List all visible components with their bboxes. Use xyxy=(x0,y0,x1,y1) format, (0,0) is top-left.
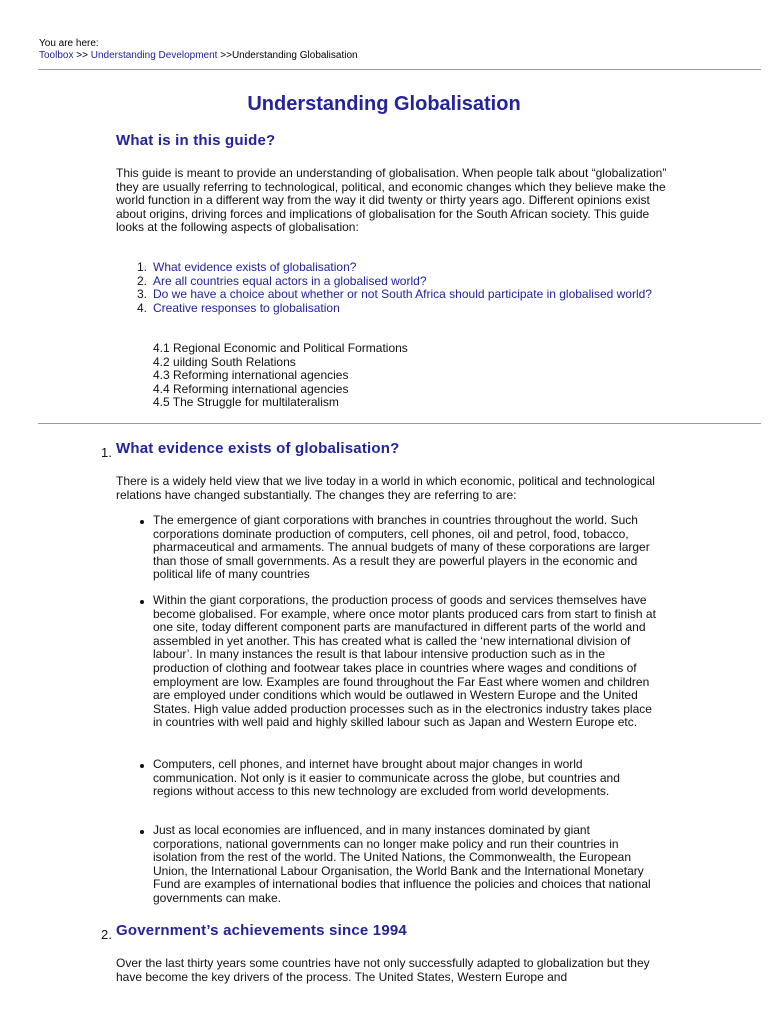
subitem: 4.1 Regional Economic and Political Formations xyxy=(153,341,408,355)
page-title: Understanding Globalisation xyxy=(247,93,521,115)
section1-intro: There is a widely held view that we live today in a world in which economic, political and technological relations have changed substantially. The changes they are referring to are: xyxy=(116,474,655,502)
toc-item xyxy=(116,261,683,275)
bullet-icon xyxy=(140,520,144,524)
toc-link-creative-responses[interactable]: Creative responses to globalisation xyxy=(153,300,340,315)
subitem: 4.2 uilding South Relations xyxy=(153,354,296,369)
bullet-text: Within the giant corporations, the production process of goods and services themselves have become globalised. For example, where once motor plants produced cars from start to finish at one site, today different component parts are manufactured in different parts of the world and assembled in yet another. This has created what is called the ‘new international division of labour’. In many instances the result is that labour intensive production such as in the production of clothing and footwear takes place in countries where wages and conditions of employment are low. Examples are found throughout the Far East where women and children are employed under conditions which would be outlawed in Western Europe and the United States. High value added production processes such as in the electronics industry takes place in countries with well paid and highly skilled labour such as Japan and Western Europe etc. xyxy=(153,593,656,730)
subitem: 4.3 Reforming international agencies xyxy=(153,368,349,383)
bullet-text: Computers, cell phones, and internet have brought about major changes in world communication. Not only is it easier to communicate across the globe, but countries and regions without access to this new technology are excluded from world developments. xyxy=(153,757,620,799)
toc-number: 4. xyxy=(137,300,148,315)
section-divider xyxy=(38,423,761,424)
breadcrumb-separator: >> xyxy=(217,50,232,61)
section1-heading: What evidence exists of globalisation? xyxy=(116,440,400,457)
subitem: 4.4 Reforming international agencies xyxy=(153,381,349,396)
guide-heading: What is in this guide? xyxy=(116,132,276,149)
section2-intro: Over the last thirty years some countries have not only successfully adapted to globalization but they have become the key drivers of the process. The United States, Western Europe and xyxy=(116,956,650,984)
toc-item xyxy=(116,302,683,316)
toc-number: 2. xyxy=(137,273,148,288)
bullet-icon xyxy=(140,600,144,604)
bullet-icon xyxy=(140,830,144,834)
section-number: 2. xyxy=(101,927,112,942)
toc-number: 1. xyxy=(137,260,148,274)
breadcrumb-label: You are here: xyxy=(39,38,99,49)
toc-item xyxy=(116,288,683,302)
subitems-list xyxy=(153,342,408,410)
toc-link-evidence[interactable]: What evidence exists of globalisation? xyxy=(153,260,357,274)
toc-number: 3. xyxy=(137,287,148,301)
table-of-contents xyxy=(116,261,683,315)
breadcrumb-link-toolbox[interactable]: Toolbox xyxy=(39,50,74,61)
breadcrumb-current: Understanding Globalisation xyxy=(231,50,358,61)
bullet-text: The emergence of giant corporations with branches in countries throughout the world. Such corporations dominate production of computers, cell phones, oil and petrol, food, tobacco, pharmaceutical and armaments. The annual budgets of many of these corporations are larger than those of small governments. As a result they are powerful players in the economic and political life of many countries xyxy=(153,513,650,582)
toc-item xyxy=(116,275,683,289)
breadcrumb xyxy=(39,38,358,62)
bullet-icon xyxy=(140,764,144,768)
bullet-text: Just as local economies are influenced, and in many instances dominated by giant corporations, national governments can no longer make policy and run their countries in isolation from the rest of the world. The United Nations, the Commonwealth, the European Union, the International Labour Organisation, the World Bank and the International Monetary Fund are examples of international bodies that influence the policies and choices that national governments can make. xyxy=(153,823,651,905)
toc-link-equal-actors[interactable]: Are all countries equal actors in a globalised world? xyxy=(153,273,427,288)
top-divider xyxy=(38,69,761,70)
section-number: 1. xyxy=(101,445,112,460)
toc-link-choice[interactable]: Do we have a choice about whether or not South Africa should participate in globalised world? xyxy=(153,287,652,301)
breadcrumb-separator: >> xyxy=(73,50,91,61)
section2-heading: Government’s achievements since 1994 xyxy=(116,922,407,939)
breadcrumb-link-understanding-development[interactable]: Understanding Development xyxy=(90,50,218,61)
guide-intro: This guide is meant to provide an understanding of globalisation. When people talk about “globalization” they are usually referring to technological, political, and economic changes which they believe make the world function in a different way from the way it did twenty or thirty years ago. Different opinions exist about origins, driving forces and implications of globalisation for the South African society. This guide looks at the following aspects of globalisation: xyxy=(116,166,667,235)
subitem: 4.5 The Struggle for multilateralism xyxy=(153,395,339,410)
